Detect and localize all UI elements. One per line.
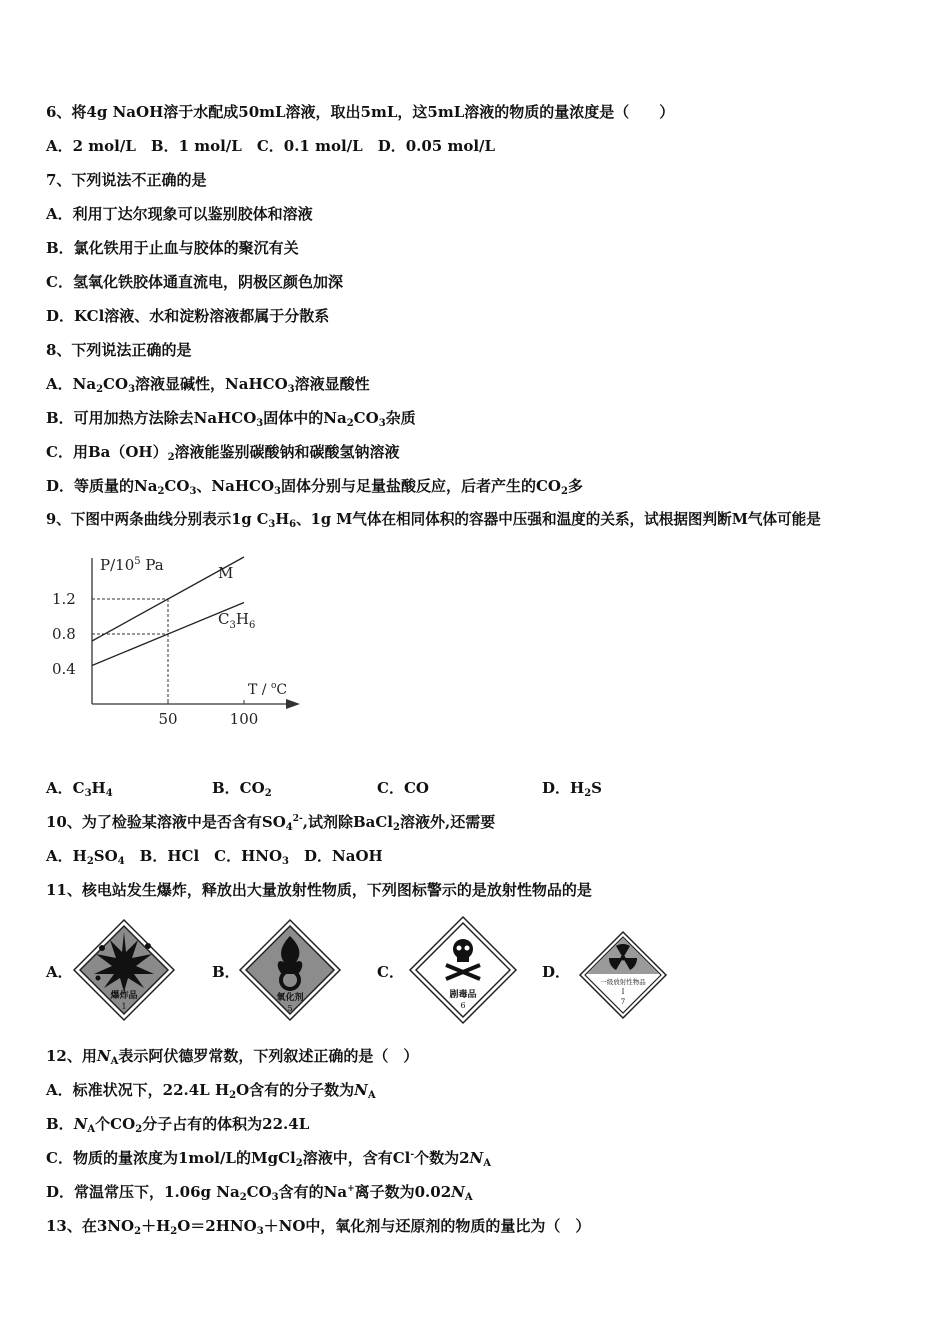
y-tick-label: 0.8 [52,625,76,643]
q11-stem: 11、核电站发生爆炸，释放出大量放射性物质，下列图标警示的是放射性物品的是 [46,881,592,899]
q7-stem: 7、下列说法不正确的是 [46,171,207,189]
q8-stem: 8、下列说法正确的是 [46,341,192,359]
y-axis-label: $P/10^5$ Pa [100,556,164,574]
toxic-sign-icon [408,915,518,1025]
q9-option-d: D．$H_2S$ [542,779,602,799]
q11-option-c-label: C． [377,963,404,981]
q12-option-a: A．标准状况下，22.4L $H_2O$含有的分子数为$N_A$ [46,1081,376,1101]
q12-option-c: C．物质的量浓度为1mol/L的MgCl$_2$溶液中，含有Cl-个数为$2N_A$ [46,1149,491,1169]
q10-options: A．$H_2SO_4$ B．HCl C．$HNO_3$ D．NaOH [46,847,383,867]
svg-text:爆炸品: 爆炸品 [110,991,138,1001]
x-axis-arrow [286,699,300,709]
oxidizer-sign-icon [238,918,342,1022]
q8-option-b: B．可用加热方法除去NaHCO$_3$固体中的$Na_2CO_3$杂质 [46,409,416,429]
q13-stem: 13、在$3NO_2+H_2O=2HNO_3+NO$中，氧化剂与还原剂的物质的量比为（ ） [46,1217,591,1237]
svg-text:I: I [621,988,625,996]
q7-option-b: B．氯化铁用于止血与胶体的聚沉有关 [46,239,299,257]
pressure-temperature-chart [48,546,308,736]
svg-text:7: 7 [620,998,626,1006]
q6-options: A．2 mol/L B．1 mol/L C．0.1 mol/L D．0.05 mol/L [46,137,496,155]
y-tick-label: 1.2 [52,590,76,608]
svg-text:剧毒品: 剧毒品 [449,990,477,1000]
x-tick-label: 50 [158,710,178,728]
x-axis-label: T / $^o$C [248,681,288,698]
q12-stem: 12、用$N_A$表示阿伏德罗常数，下列叙述正确的是（ ） [46,1047,419,1067]
series-label-c3h6: $C_3H_6$ [218,610,256,631]
radioactive-sign-icon [578,930,668,1020]
q7-option-c: C．氢氧化铁胶体通直流电，阴极区颜色加深 [46,273,343,291]
q7-option-d: D．KCl溶液、水和淀粉溶液都属于分散系 [46,307,330,325]
q9-option-b: B．$CO_2$ [212,779,272,799]
q12-option-b: B．$N_A$个$CO_2$分子占有的体积为22.4L [46,1115,310,1135]
svg-text:5: 5 [287,1004,293,1013]
q11-option-d-label: D． [542,963,571,981]
q9-option-a: A．$C_3H_4$ [46,779,113,799]
x-tick-label: 100 [229,710,259,728]
q9-stem: 9、下图中两条曲线分别表示1g $C_3H_6$、1g M气体在相同体积的容器中压强和温度的关系，试根据图判断M气体可能是 [46,511,821,530]
q10-stem: 10、为了检验某溶液中是否含有$SO_4^{2-}$,试剂除BaCl$_2$溶液外,还需要 [46,813,496,833]
q9-option-c: C．CO [377,779,429,797]
q8-option-d: D．等质量的$Na_2CO_3$、NaHCO$_3$固体分别与足量盐酸反应，后者产生的$CO_2$多 [46,477,583,497]
q11-option-a-label: A． [46,963,73,981]
q6-stem: 6、将4g NaOH溶于水配成50mL溶液，取出5mL，这5mL溶液的物质的量浓度是（ ） [46,103,675,121]
svg-text:一级放射性物品: 一级放射性物品 [600,978,646,986]
explosive-sign-icon [72,918,176,1022]
q12-option-d: D．常温常压下，1.06g $Na_2CO_3$含有的Na+离子数为$0.02N_A$ [46,1183,473,1203]
svg-text:1: 1 [121,1002,127,1011]
q8-option-c: C．用$Ba(OH)_2$溶液能鉴别碳酸钠和碳酸氢钠溶液 [46,443,400,463]
q8-option-a: A．$Na_2CO_3$溶液显碱性，NaHCO$_3$溶液显酸性 [46,375,370,395]
y-tick-label: 0.4 [52,660,76,678]
q7-option-a: A．利用丁达尔现象可以鉴别胶体和溶液 [46,205,313,223]
svg-text:6: 6 [460,1001,466,1010]
q11-option-b-label: B． [212,963,240,981]
svg-text:氧化剂: 氧化剂 [276,993,304,1003]
series-label-m: M [218,564,234,582]
